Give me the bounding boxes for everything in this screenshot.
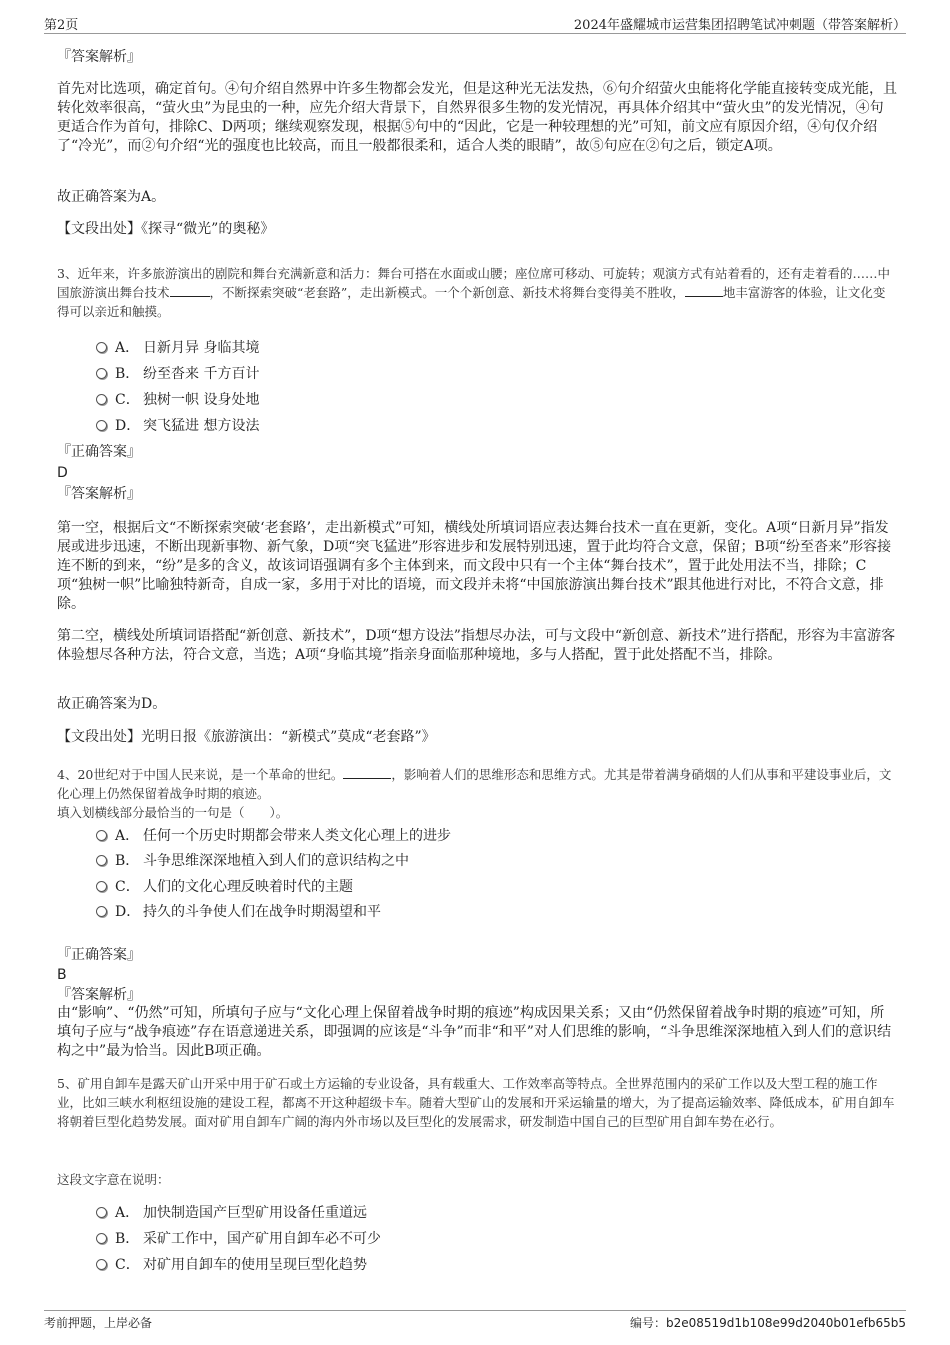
q3-analysis-paragraph-2: 第二空，横线处所填词语搭配“新创意、新技术”，D项“想方设法”指想尽办法，可与文段中“新创意、新技术”进行搭配，形容为丰富游客体验想尽各种方法，符合文意，当选；A项“身临其境”指亲身面临那种境地，多与人搭配，置于此处搭配不当，排除。 [57, 628, 896, 663]
q4-option-c[interactable]: C． 人们的文化心理反映着时代的主题 [96, 878, 353, 897]
q3-stem-part1: 3、近年来，许多旅游演出的剧院和舞台充满新意和活力：舞台可搭在水面或山腰；座位席可移动、可旋转；观演方式有站着看的，还有走着看的……中国旅游演出舞台技术 [57, 266, 890, 300]
document-code [630, 1314, 906, 1331]
q5-question: 这段文字意在说明： [57, 1172, 170, 1187]
q4-option-d[interactable]: D． 持久的斗争使人们在战争时期渴望和平 [96, 903, 381, 922]
radio-icon[interactable] [96, 1233, 107, 1244]
radio-icon[interactable] [96, 342, 107, 353]
q3-option-d[interactable]: D． 突飞猛进 想方设法 [96, 417, 259, 436]
q4-blank [343, 778, 391, 779]
q4-analysis-paragraph: 由“影响”、“仍然”可知，所填句子应与“文化心理上保留着战争时期的痕迹”构成因果关系；又由“仍然保留着战争时期的痕迹”可知，所填句子应与“战争痕迹”存在语意递进关系，即强调的应该是“斗争”而非“和平”对人们思维的影响，“斗争思维深深地植入到人们的意识结构之中”最为恰当。因此B项正确。 [57, 1005, 892, 1059]
radio-icon[interactable] [96, 830, 107, 841]
header-divider [44, 33, 906, 34]
document-code-label: 编号： [629, 1316, 666, 1330]
q5-option-c[interactable]: C． 对矿用自卸车的使用呈现巨型化趋势 [96, 1256, 367, 1275]
q5-option-a[interactable]: A． 加快制造国产巨型矿用设备任重道远 [96, 1204, 367, 1223]
q4-stem-part1: 4、20世纪对于中国人民来说，是一个革命的世纪。 [57, 767, 344, 782]
footer-divider [44, 1310, 906, 1311]
q3-analysis-paragraph-1: 第一空，根据后文“不断探索突破‘老套路’，走出新模式”可知，横线处所填词语应表达舞台技术一直在更新，变化。A项“日新月异”指发展或进步迅速，不断出现新事物、新气象，D项“突飞猛进”形容进步和发展特别迅速，置于此均符合文意，保留；B项“纷至沓来”形容接连不断的到来，“纷”是多的含义，故该词语强调有多个主体到来，而文段中只有一个主体“舞台技术”，置于此处用法不当，排除；C项“独树一帜”比喻独特新奇，自成一家，多用于对比的语境，而文段并未将“中国旅游演出舞台技术”跟其他进行对比，不符合文意，排除。 [57, 520, 892, 612]
document-title: 2024年盛耀城市运营集团招聘笔试冲刺题（带答案解析） [573, 18, 906, 33]
q3-analysis-label: 『答案解析』 [57, 486, 141, 502]
radio-icon[interactable] [96, 1259, 107, 1270]
q3-option-c[interactable]: C． 独树一帜 设身处地 [96, 391, 259, 410]
radio-icon[interactable] [96, 1207, 107, 1218]
q3-option-a[interactable]: A． 日新月异 身临其境 [96, 339, 259, 358]
q2-analysis-paragraph: 首先对比选项，确定首句。④句介绍自然界中许多生物都会发光，但是这种光无法发热，⑥句介绍萤火虫能将化学能直接转变成光能，且转化效率很高，“萤火虫”为昆虫的一种，应先介绍大背景下，自然界很多生物的发光情况，再具体介绍其中“萤火虫”的发光情况，④句更适合作为首句，排除C、D两项；继续观察发现，根据⑤句中的“因此，它是一种较理想的光”可知，前文应有原因介绍，④句仅介绍了“冷光”，而②句介绍“光的强度也比较高，而且一般都很柔和，适合人类的眼睛”，故⑤句应在②句之后，锁定A项。 [57, 81, 897, 154]
q3-stem [57, 264, 897, 321]
q5-stem: 5、矿用自卸车是露天矿山开采中用于矿石或土方运输的专业设备，具有载重大、工作效率高等特点。全世界范围内的采矿工作以及大型工程的施工作业，比如三峡水利枢纽设施的建设工程，都离不开这种超级卡车。随着大型矿山的发展和开采运输量的增大，为了提高运输效率、降低成本，矿用自卸车将朝着巨型化趋势发展。面对矿用自卸车广阔的海内外市场以及巨型化的发展需求，研发制造中国自己的巨型矿用自卸车势在必行。 [57, 1076, 895, 1129]
q2-answer-statement: 故正确答案为A。 [57, 189, 166, 205]
radio-icon[interactable] [96, 420, 107, 431]
q4-option-b[interactable]: B． 斗争思维深深地植入到人们的意识结构之中 [96, 852, 409, 871]
page-number: 第2页 [44, 18, 79, 33]
radio-icon[interactable] [96, 855, 107, 866]
q2-source: 【文段出处】《探寻“微光”的奥秘》 [57, 221, 275, 237]
q2-analysis-label: 『答案解析』 [57, 49, 141, 65]
footer-slogan: 考前押题，上岸必备 [44, 1316, 153, 1330]
q4-stem [57, 765, 897, 803]
q3-answer-statement: 故正确答案为D。 [57, 696, 167, 712]
document-code-value: b2e08519d1b108e99d2040b01efb65b5 [665, 1316, 906, 1330]
q3-blank-2 [685, 296, 723, 297]
q3-stem-part2: ，不断探索突破“老套路”，走出新模式。一个个新创意、新技术将舞台变得美不胜收， [209, 285, 685, 300]
q5-option-b[interactable]: B． 采矿工作中，国产矿用自卸车必不可少 [96, 1230, 381, 1249]
q3-source: 【文段出处】光明日报《旅游演出：“新模式”莫成“老套路”》 [57, 729, 436, 745]
radio-icon[interactable] [96, 368, 107, 379]
radio-icon[interactable] [96, 394, 107, 405]
q4-instruction: 填入划横线部分最恰当的一句是（ ）。 [57, 805, 289, 820]
radio-icon[interactable] [96, 881, 107, 892]
q4-option-a[interactable]: A． 任何一个历史时期都会带来人类文化心理上的进步 [96, 827, 451, 846]
q3-stem-part3: 地丰富游客的体验，让文化变得可以亲近和触摸。 [57, 285, 886, 319]
q4-answer: B [57, 967, 67, 983]
q3-answer: D [57, 465, 68, 481]
q4-answer-label: 『正确答案』 [57, 947, 141, 963]
q3-option-b[interactable]: B． 纷至沓来 千方百计 [96, 365, 259, 384]
q4-analysis-label: 『答案解析』 [57, 987, 141, 1003]
radio-icon[interactable] [96, 906, 107, 917]
q3-answer-label: 『正确答案』 [57, 444, 141, 460]
q3-blank-1 [170, 296, 210, 297]
q4-stem-part2: ，影响着人们的思维形态和思维方式。尤其是带着满身硝烟的人们从事和平建设事业后，文化心理上仍然保留着战争时期的痕迹。 [57, 767, 892, 801]
